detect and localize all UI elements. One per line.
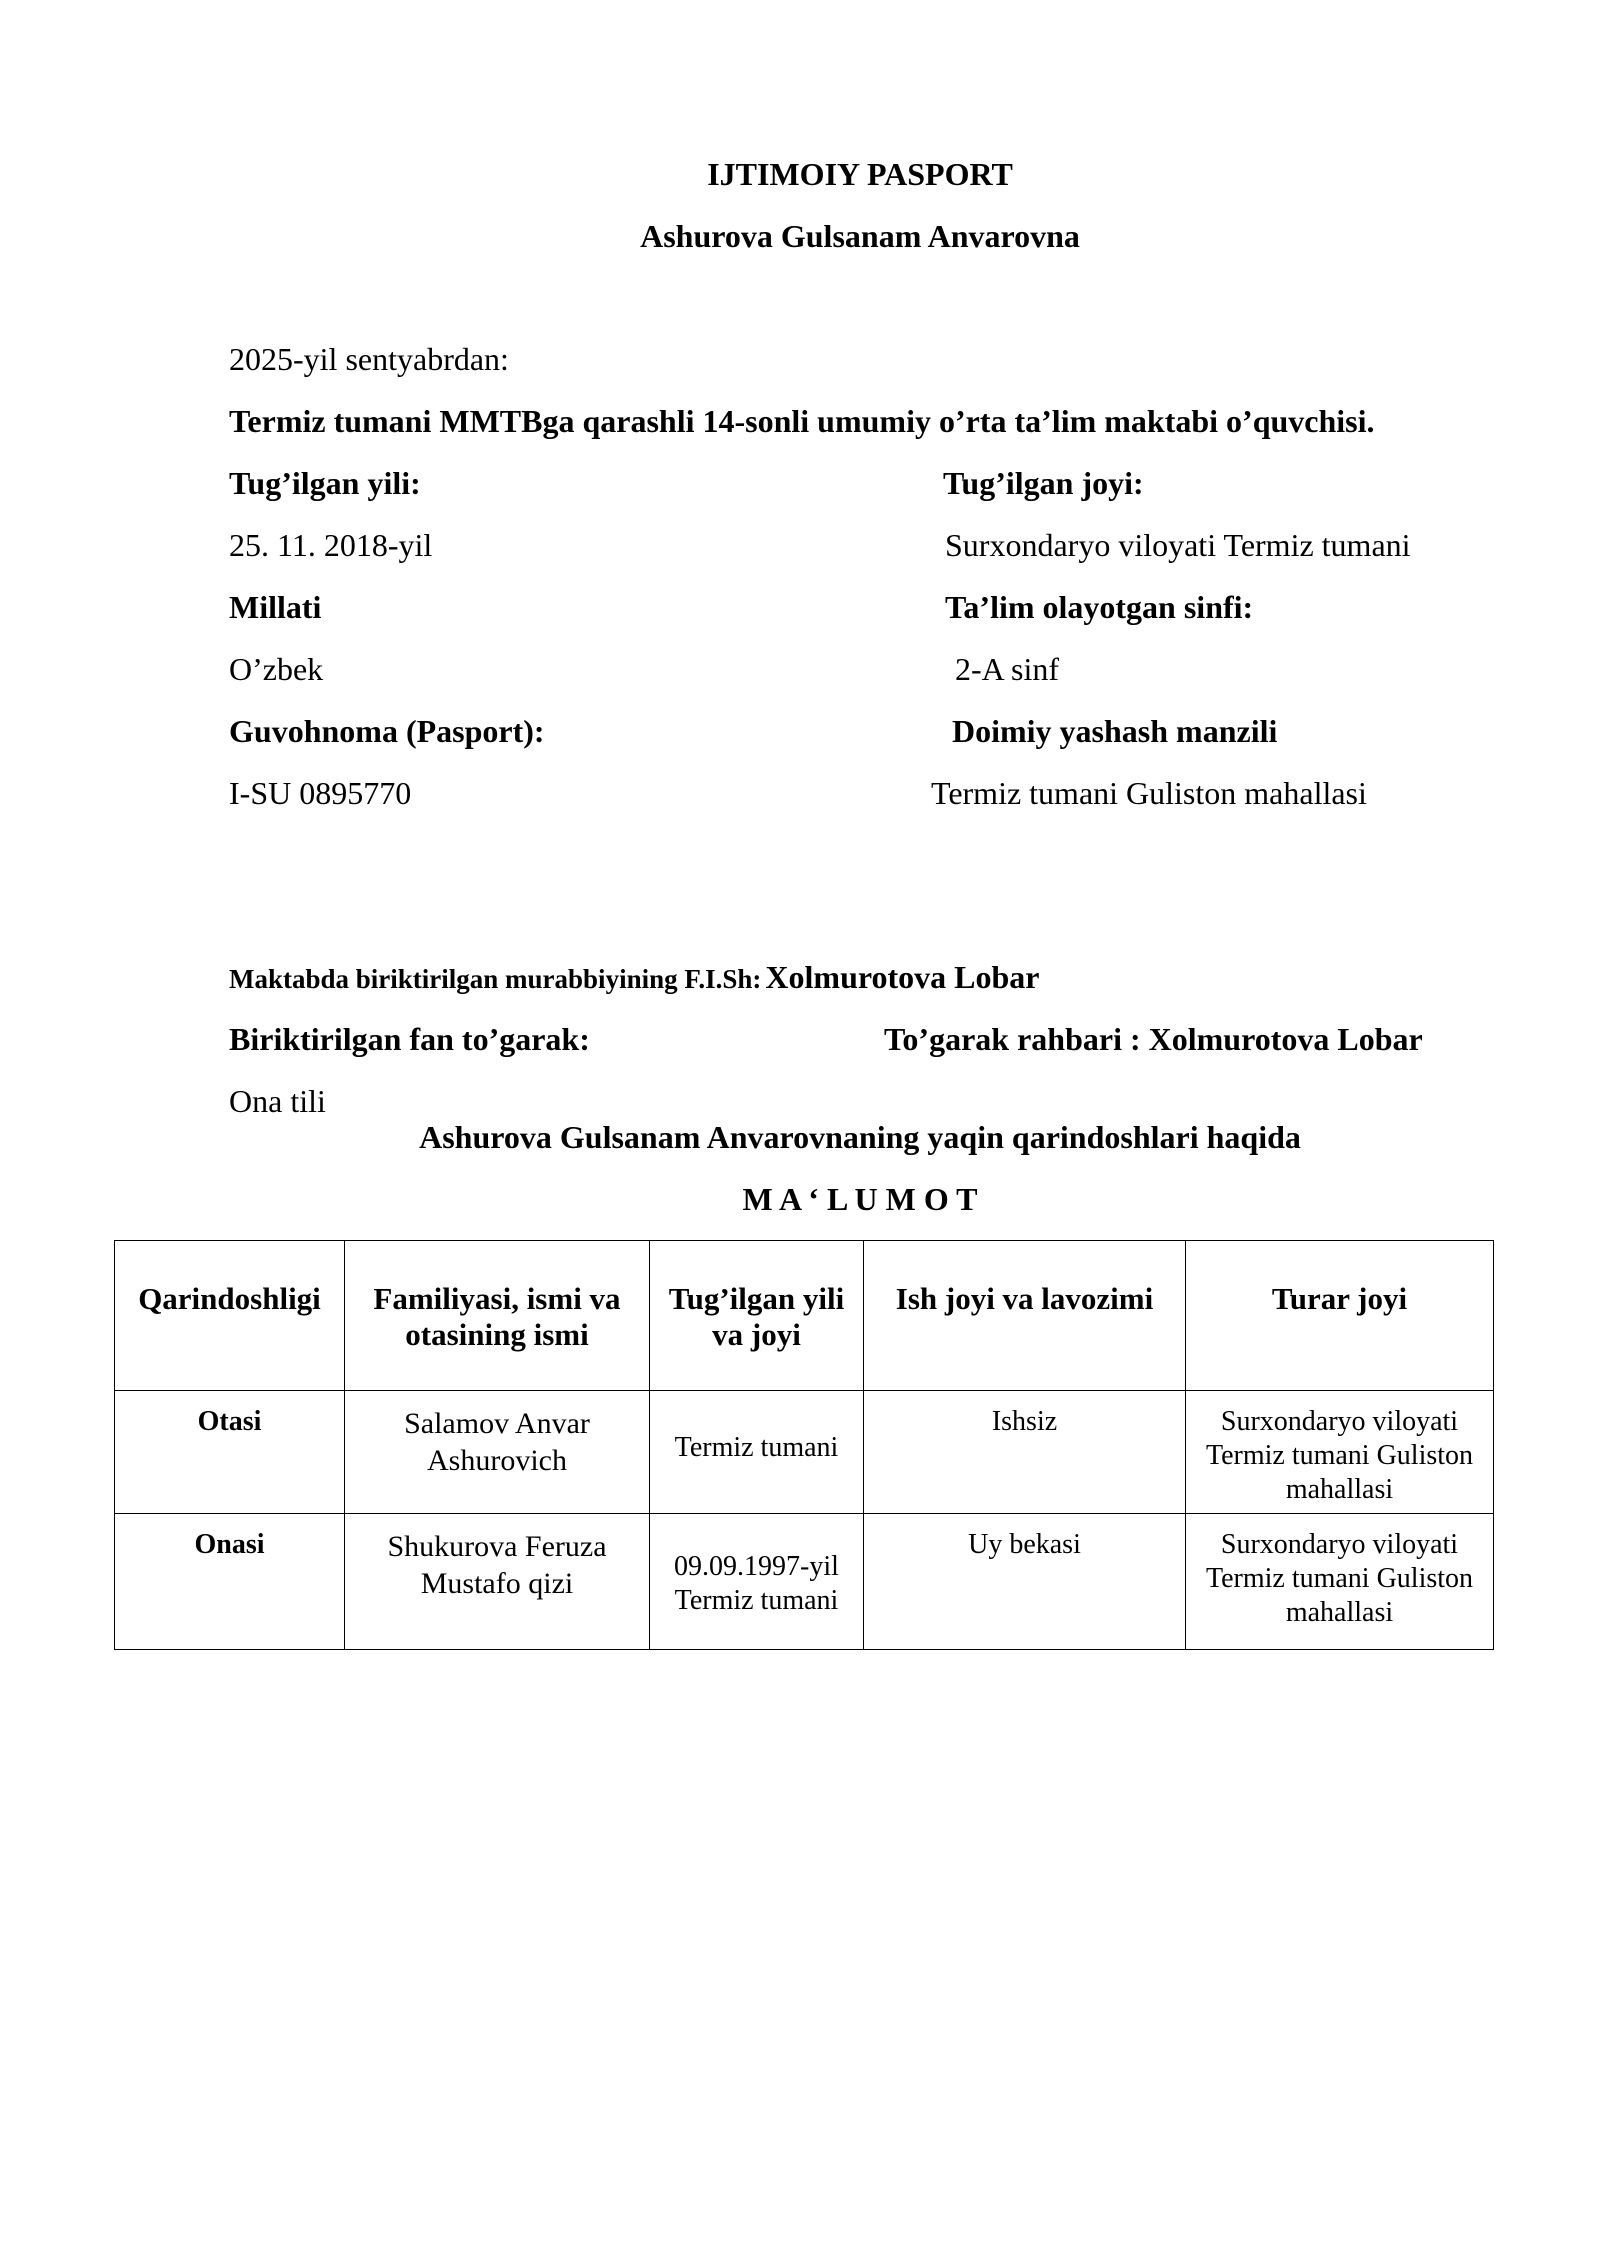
name-cell: Shukurova Feruza Mustafo qizi [345, 1514, 650, 1650]
club-leader-name: Xolmurotova Lobar [1148, 1021, 1423, 1057]
club-leader-line [884, 1023, 1423, 1055]
certificate-label: Guvohnoma (Pasport): [229, 713, 545, 749]
club-leader-label: To’garak rahbari : [884, 1021, 1141, 1057]
nationality-label: Millati [229, 589, 322, 625]
name-cell: Salamov Anvar Ashurovich [345, 1391, 650, 1514]
relatives-table [114, 1240, 1494, 1650]
document-title: IJTIMOIY PASPORT [707, 156, 1013, 192]
mentor-line [229, 961, 1039, 993]
address-value: Termiz tumani Guliston mahallasi [931, 775, 1367, 811]
birth-year-label: Tug’ilgan yili: [229, 465, 421, 501]
column-header-name: Familiyasi, ismi va otasining ismi [345, 1241, 650, 1391]
column-header-work: Ish joyi va lavozimi [864, 1241, 1186, 1391]
home-cell: Surxondaryo viloyati Termiz tumani Guliston mahallasi [1186, 1391, 1494, 1514]
school-line: Termiz tumani MMTBga qarashli 14-sonli umumiy o’rta ta’lim maktabi o’quvchisi. [229, 403, 1375, 439]
birth-cell: 09.09.1997-yil Termiz tumani [650, 1514, 864, 1650]
date-line: 2025-yil sentyabrdan: [229, 341, 509, 377]
class-label: Ta’lim olayotgan sinfi: [945, 589, 1254, 625]
class-value: 2-A sinf [955, 651, 1059, 687]
table-row [115, 1391, 1494, 1514]
relatives-subheading: M A ‘ L U M O T [742, 1181, 978, 1217]
relation-cell: Onasi [115, 1514, 345, 1650]
birth-place-label: Tug’ilgan joyi: [943, 465, 1144, 501]
address-label: Doimiy yashash manzili [952, 713, 1278, 749]
work-cell: Ishsiz [864, 1391, 1186, 1514]
mentor-name: Xolmurotova Lobar [765, 959, 1040, 995]
birth-cell: Termiz tumani [650, 1391, 864, 1514]
student-name-heading: Ashurova Gulsanam Anvarovna [640, 218, 1080, 254]
table-row [115, 1514, 1494, 1650]
relation-cell: Otasi [115, 1391, 345, 1514]
column-header-relation: Qarindoshligi [115, 1241, 345, 1391]
column-header-home: Turar joyi [1186, 1241, 1494, 1391]
nationality-value: O’zbek [229, 651, 324, 687]
birth-place-value: Surxondaryo viloyati Termiz tumani [945, 527, 1411, 563]
subject-value: Ona tili [229, 1083, 326, 1119]
certificate-value: I-SU 0895770 [229, 775, 412, 811]
relatives-heading: Ashurova Gulsanam Anvarovnaning yaqin qarindoshlari haqida [419, 1119, 1301, 1155]
birth-year-value: 25. 11. 2018-yil [229, 527, 433, 563]
subject-label: Biriktirilgan fan to’garak: [229, 1021, 590, 1057]
table-header-row [115, 1241, 1494, 1391]
work-cell: Uy bekasi [864, 1514, 1186, 1650]
mentor-label: Maktabda biriktirilgan murabbiyining F.I.Sh: [229, 964, 762, 994]
column-header-birth: Tug’ilgan yili va joyi [650, 1241, 864, 1391]
home-cell: Surxondaryo viloyati Termiz tumani Guliston mahallasi [1186, 1514, 1494, 1650]
